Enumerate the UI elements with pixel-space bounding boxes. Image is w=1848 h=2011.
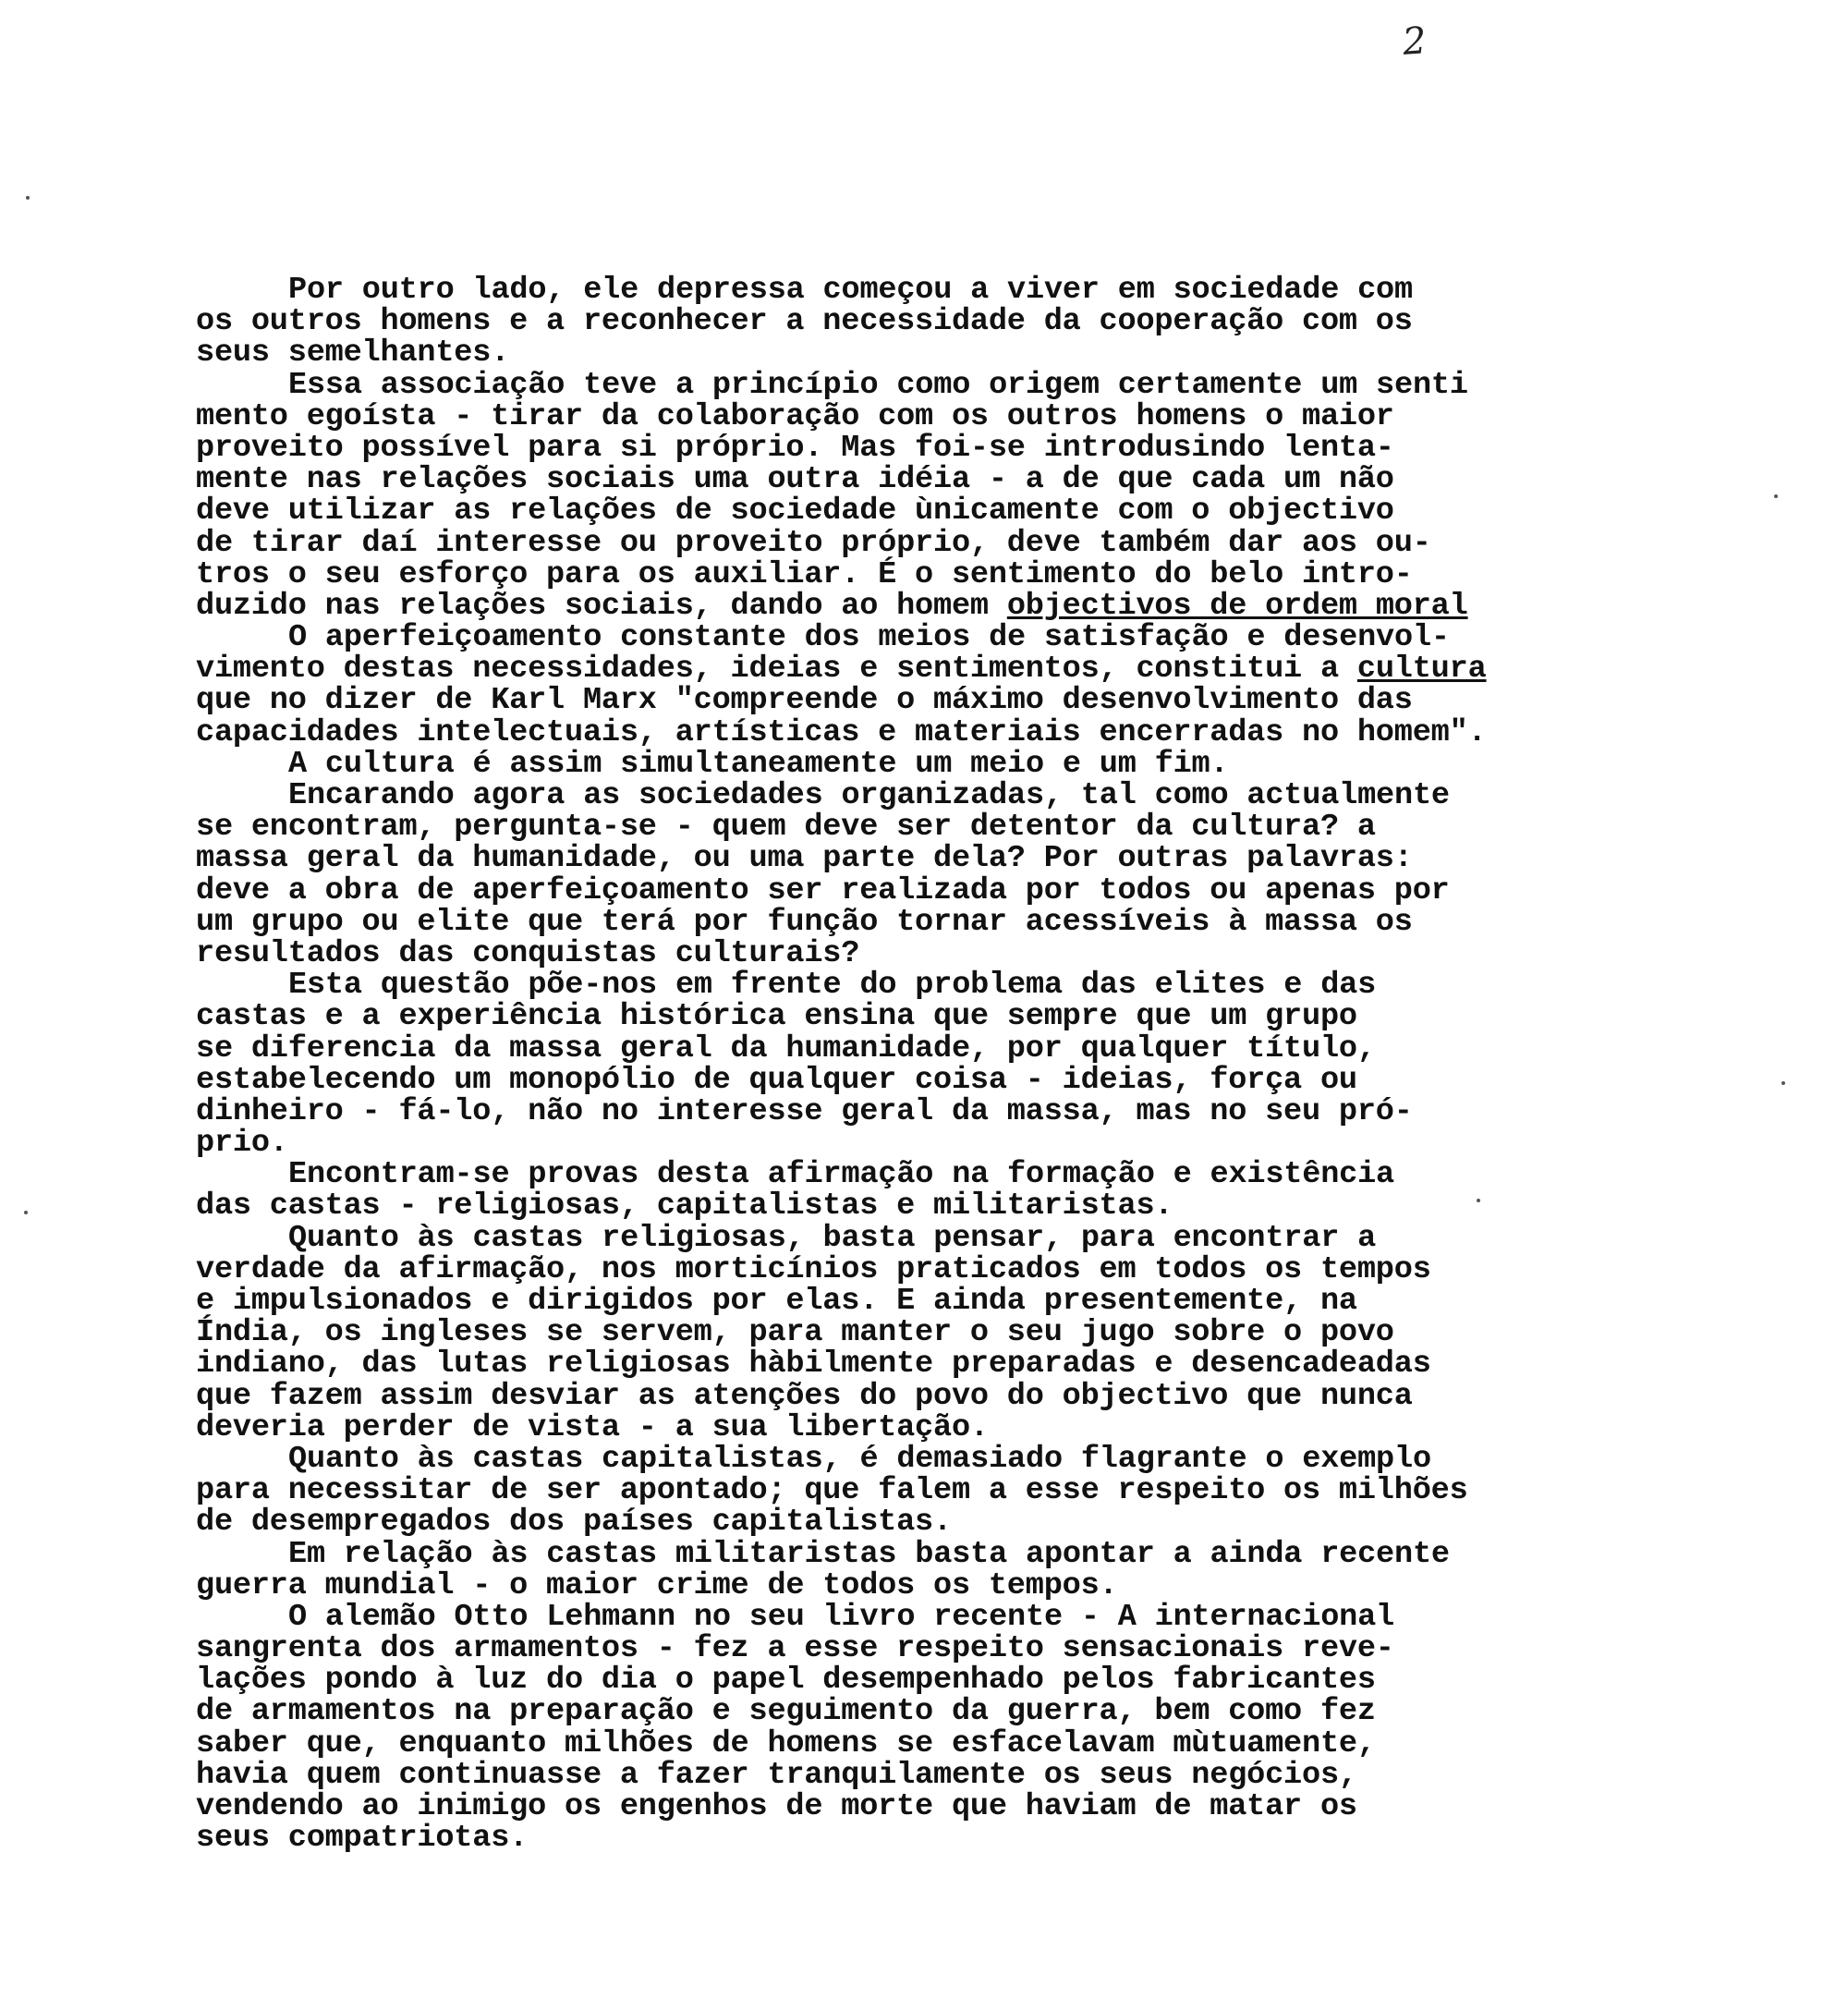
text-line	[196, 1599, 1711, 1635]
text-line	[196, 1505, 1711, 1541]
text-line-content: tros o seu esforço para os auxiliar. É o sentimento do belo intro-	[196, 556, 1413, 592]
text-line	[196, 1378, 1711, 1414]
text-line-content: castas e a experiência histórica ensina que sempre que um grupo	[196, 999, 1357, 1035]
text-line	[196, 1157, 1711, 1193]
underlined-phrase: cultura	[1356, 652, 1487, 688]
text-line	[196, 274, 1711, 306]
text-line-content: lações pondo à luz do dia o papel desempenhado pelos fabricantes	[196, 1663, 1376, 1699]
text-line-content: massa geral da humanidade, ou uma parte dela? Por outras palavras:	[196, 841, 1413, 877]
text-line	[196, 1347, 1711, 1383]
text-line-content: A cultura é assim simultaneamente um meio e um fim.	[288, 746, 1229, 782]
text-line	[196, 1694, 1711, 1730]
text-line-content: guerra mundial - o maior crime de todos os tempos.	[196, 1567, 1118, 1603]
text-line-content: Quanto às castas religiosas, basta pensar, para encontrar a	[288, 1220, 1377, 1256]
text-line	[196, 1725, 1711, 1761]
text-line	[196, 462, 1711, 498]
text-line-content: de desempregados dos países capitalistas.	[196, 1505, 952, 1541]
text-line-content: Quanto às castas capitalistas, é demasiado flagrante o exemplo	[288, 1441, 1431, 1477]
text-line-content: deve a obra de aperfeiçoamento ser realizada por todos ou apenas por	[196, 872, 1450, 908]
text-line-content: deve utilizar as relações de sociedade ùnicamente com o objectivo	[196, 494, 1394, 530]
text-line	[196, 304, 1711, 340]
text-line-content: Encarando agora as sociedades organizadas, tal como actualmente	[288, 778, 1450, 813]
text-line-content: vimento destas necessidades, ideias e sentimentos, constitui a	[196, 652, 1357, 688]
text-line-content: havia quem continuasse a fazer tranquilamente os seus negócios,	[196, 1757, 1357, 1793]
paper-speck	[1774, 494, 1778, 498]
text-line-content: que fazem assim desviar as atenções do povo do objectivo que nunca	[196, 1378, 1413, 1414]
text-line	[196, 904, 1711, 940]
text-line	[196, 1286, 1711, 1317]
text-line	[196, 872, 1711, 908]
text-line-content: que no dizer de Karl Marx "compreende o máximo desenvolvimento das	[196, 683, 1413, 719]
text-line	[196, 683, 1711, 719]
text-line-content: de tirar daí interesse ou proveito próprio, deve também dar aos ou-	[196, 525, 1431, 561]
text-line-content: O alemão Otto Lehmann no seu livro recente - A internacional	[288, 1599, 1395, 1635]
text-line	[196, 1188, 1711, 1225]
text-line-content: de armamentos na preparação e seguimento da guerra, bem como fez	[196, 1694, 1376, 1730]
typewritten-text	[196, 273, 1711, 1857]
text-line-content: mente nas relações sociais uma outra idéia - a de que cada um não	[196, 462, 1394, 498]
text-line	[196, 1409, 1711, 1445]
text-line-content: prio.	[196, 1126, 288, 1162]
text-line-content: Índia, os ingleses se servem, para manter o seu jugo sobre o povo	[196, 1315, 1394, 1351]
text-line-content: estabelecendo um monopólio de qualquer coisa - ideias, força ou	[196, 1062, 1357, 1098]
text-line	[196, 1126, 1711, 1162]
paper-speck	[24, 1211, 28, 1214]
text-line	[196, 588, 1711, 624]
text-line	[196, 494, 1711, 530]
text-line	[196, 780, 1711, 811]
text-line-content: verdade da afirmação, nos morticínios praticados em todos os tempos	[196, 1251, 1431, 1287]
text-line	[196, 1791, 1711, 1822]
text-line	[196, 968, 1711, 1004]
text-line-content: Encontram-se provas desta afirmação na formação e existência	[288, 1157, 1395, 1193]
text-line-content: se diferencia da massa geral da humanidade, por qualquer título,	[196, 1030, 1376, 1066]
text-line	[196, 335, 1711, 372]
text-line	[196, 810, 1711, 846]
text-line-content: para necessitar de ser apontado; que falem a esse respeito os milhões	[196, 1473, 1468, 1509]
text-line	[196, 1473, 1711, 1509]
text-line	[196, 1663, 1711, 1699]
text-line	[196, 999, 1711, 1035]
text-line-content: seus compatriotas.	[196, 1821, 529, 1857]
text-line-content: Essa associação teve a princípio como origem certamente um senti	[288, 367, 1468, 403]
text-line	[196, 746, 1711, 782]
text-line	[196, 556, 1711, 592]
text-line	[196, 1251, 1711, 1287]
text-line-content: mento egoísta - tirar da colaboração com os outros homens o maior	[196, 398, 1394, 434]
text-line	[196, 1030, 1711, 1066]
text-line-content: das castas - religiosas, capitalistas e militaristas.	[196, 1188, 1173, 1225]
text-line	[196, 714, 1711, 750]
text-line	[196, 430, 1711, 466]
text-line-content: Por outro lado, ele depressa começou a viver em sociedade com	[288, 273, 1413, 308]
text-line	[196, 1567, 1711, 1603]
text-line	[196, 1441, 1711, 1477]
text-line	[196, 1536, 1711, 1572]
text-line	[196, 398, 1711, 434]
text-line	[196, 652, 1711, 688]
text-line-content: e impulsionados e dirigidos por elas. E ainda presentemente, na	[196, 1284, 1357, 1319]
text-line-content: proveito possível para si próprio. Mas foi-se introdusindo lenta-	[196, 430, 1394, 466]
text-line-content: indiano, das lutas religiosas hàbilmente preparadas e desencadeadas	[196, 1347, 1431, 1383]
text-line	[196, 935, 1711, 971]
text-line-content: vendendo ao inimigo os engenhos de morte que haviam de matar os	[196, 1789, 1357, 1824]
text-line-content: seus semelhantes.	[196, 335, 510, 372]
text-line-content: Em relação às castas militaristas basta apontar a ainda recente	[288, 1536, 1450, 1572]
text-line	[196, 1062, 1711, 1098]
text-line-content: um grupo ou elite que terá por função tornar acessíveis à massa os	[196, 904, 1413, 940]
text-line	[196, 1315, 1711, 1351]
page-number: 2	[1401, 19, 1429, 64]
text-line-content: resultados das conquistas culturais?	[196, 935, 860, 971]
text-line-content: duzido nas relações sociais, dando ao homem	[196, 588, 1007, 624]
underlined-phrase: objectivos de ordem moral	[1006, 588, 1468, 624]
text-line-content: O aperfeiçoamento constante dos meios de satisfação e desenvol-	[288, 620, 1450, 656]
text-line	[196, 1093, 1711, 1129]
text-line	[196, 1757, 1711, 1793]
text-line	[196, 1821, 1711, 1857]
paper-speck	[1781, 1081, 1785, 1085]
text-line-content: os outros homens e a reconhecer a necessidade da cooperação com os	[196, 304, 1413, 340]
text-line-content: sangrenta dos armamentos - fez a esse respeito sensacionais reve-	[196, 1631, 1394, 1667]
text-line	[196, 367, 1711, 403]
text-line	[196, 1220, 1711, 1256]
text-line-content: capacidades intelectuais, artísticas e materiais encerradas no homem".	[196, 714, 1487, 750]
text-line	[196, 841, 1711, 877]
text-line	[196, 1631, 1711, 1667]
text-line-content: se encontram, pergunta-se - quem deve ser detentor da cultura? a	[196, 810, 1376, 846]
text-line-content: deveria perder de vista - a sua libertação.	[196, 1409, 989, 1445]
text-line-content: Esta questão põe-nos em frente do problema das elites e das	[288, 968, 1377, 1004]
text-line	[196, 620, 1711, 656]
paper-speck	[26, 196, 30, 200]
text-line	[196, 525, 1711, 561]
text-line-content: saber que, enquanto milhões de homens se esfacelavam mùtuamente,	[196, 1725, 1376, 1761]
text-line-content: dinheiro - fá-lo, não no interesse geral da massa, mas no seu pró-	[196, 1093, 1413, 1129]
